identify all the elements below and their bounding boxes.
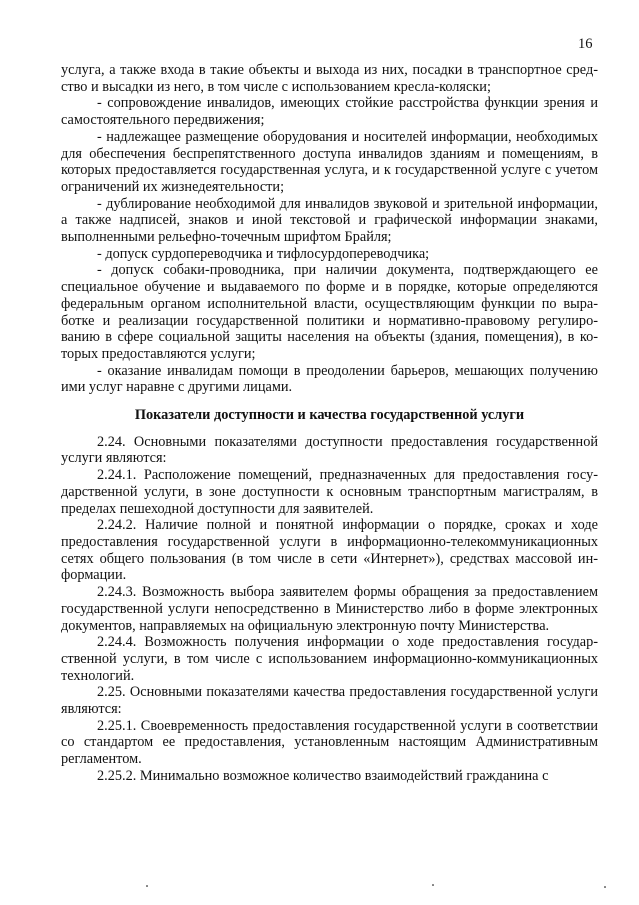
list-item-guide-dog: - допуск собаки-проводника, при наличии документа, подтверждающего ее специальное обучение и выдаваемого по форме и в порядке, которые определяются федеральным органом исполнительной власти, осуществляющим функции по выработке и реализации государственной политики и нормативно-правовому регулированию в сфере социальной защиты населения на объекты (здания, помещения), в которых предоставляются услуги; (61, 262, 598, 362)
list-item-sign-interpreter: - допуск сурдопереводчика и тифлосурдопереводчика; (97, 245, 430, 262)
list-item-equipment-placement: - надлежащее размещение оборудования и носителей информации, необходимых для обеспечения беспрепятственного доступа инвалидов зданиям и помещениям, в которых предоставляется государственная услуга, и к государственной услуге с учетом ограничений их жизнедеятельности; (61, 128, 598, 195)
scan-speck (604, 886, 606, 888)
paragraph-access-continuation: услуга, а также входа в такие объекты и выхода из них, посадки в транспортное средство и высадки из него, в том числе с использованием кресла-коляски; (61, 62, 598, 95)
list-item-escort: - сопровождение инвалидов, имеющих стойкие расстройства функции зрения и самостоятельного передвижения; (61, 95, 598, 129)
clause-2-24-2: 2.24.2. Наличие полной и понятной информации о порядке, сроках и ходе предоставления государственной услуги в информационно-телекоммуникационных сетях общего пользования (в том числе в сети «Интернет»), средствах массовой информации. (61, 517, 598, 584)
section-heading: Показатели доступности и качества государственной услуги (134, 407, 525, 424)
clause-2-25: 2.25. Основными показателями качества предоставления государственной услуги являются: (61, 684, 598, 718)
clause-2-24-4: 2.24.4. Возможность получения информации о ходе предоставления государственной услуги, в том числе с использованием информационно-коммуникационных технологий. (61, 634, 598, 684)
scan-speck (146, 885, 148, 887)
list-item-braille-duplication: - дублирование необходимой для инвалидов звуковой и зрительной информации, а также надписей, знаков и иной текстовой и графической информации знаками, выполненными рельефно-точечным шрифтом Брайля; (61, 195, 598, 246)
clause-2-25-1: 2.25.1. Своевременность предоставления государственной услуги в соответствии со стандартом ее предоставления, установленным настоящим Административным регламентом. (61, 717, 598, 768)
page-number: 16 (578, 36, 593, 52)
clause-2-25-2: 2.25.2. Минимально возможное количество взаимодействий гражданина с (97, 767, 549, 784)
scan-speck (432, 884, 434, 886)
document-body (61, 62, 598, 785)
clause-2-24-3: 2.24.3. Возможность выбора заявителем формы обращения за предоставлением государственной услуги непосредственно в Министерство либо в форме электронных документов, направляемых на официальную электронную почту Министерства. (61, 584, 598, 634)
list-item-assistance: - оказание инвалидам помощи в преодолении барьеров, мешающих получению ими услуг наравне с другими лицами. (61, 362, 598, 396)
scan-artifacts (0, 884, 639, 890)
clause-2-24-1: 2.24.1. Расположение помещений, предназначенных для предоставления государственной услуги, в зоне доступности к основным транспортным магистралям, в пределах пешеходной доступности для заявителей. (61, 467, 598, 517)
clause-2-24: 2.24. Основными показателями доступности предоставления государственной услуги являются: (61, 433, 598, 467)
